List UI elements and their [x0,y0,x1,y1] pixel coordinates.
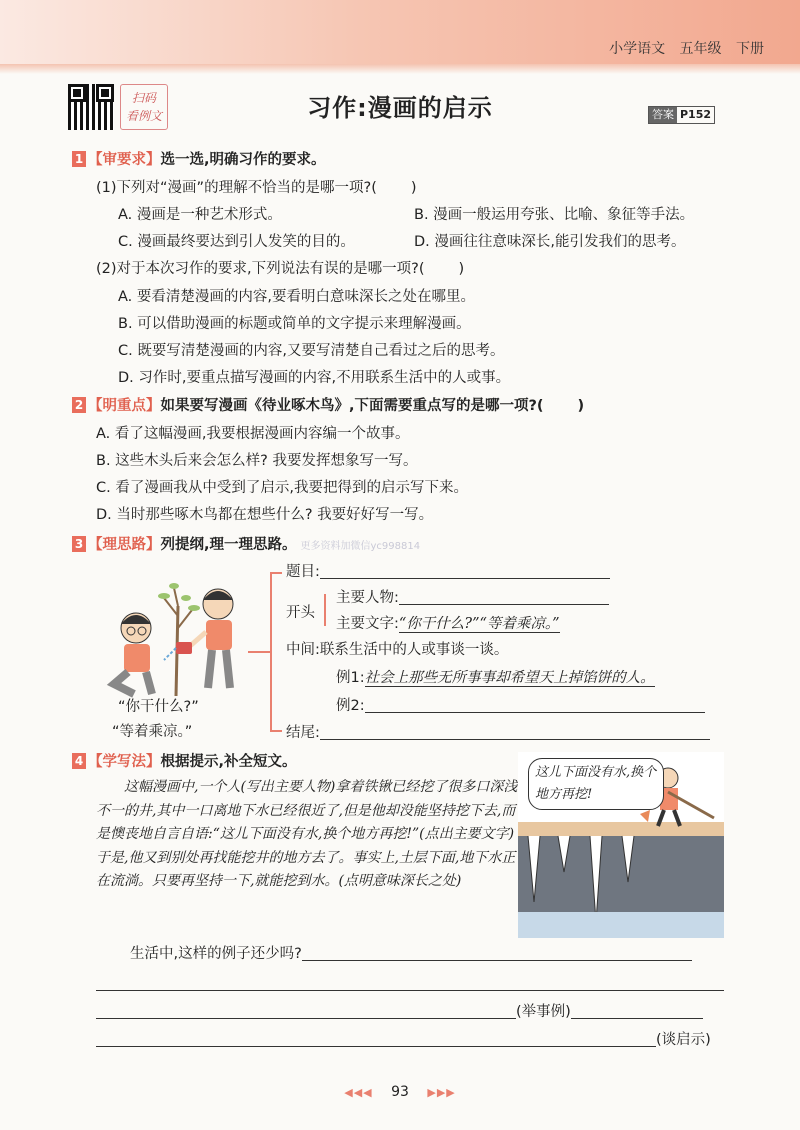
option-a: A. 要看清楚漫画的内容,要看明白意味深长之处在哪里。 [118,289,475,305]
main-character-blank[interactable] [399,588,609,605]
page-title: 习作:漫画的启示 [307,94,493,122]
option-a: A. 漫画是一种艺术形式。 [118,207,282,223]
option-b: B. 这些木头后来会怎么样? 我要发挥想象写一写。 [96,453,418,469]
subject-label: 小学语文 五年级 下册 [609,41,764,57]
caption-question: “你干什么?” [118,699,199,715]
q3-tag: 【理思路】 [88,537,161,553]
outline-example1: 例1:社会上那些无所事事却希望天上掉馅饼的人。 [336,670,655,686]
example-row [96,1002,703,1022]
life-question: 生活中,这样的例子还少吗? [130,944,692,964]
title-blank[interactable] [320,562,610,579]
option-b: B. 可以借助漫画的标题或简单的文字提示来理解漫画。 [118,316,471,332]
life-blank[interactable] [302,944,692,961]
scan-line2: 看例文 [125,109,162,123]
q3-number: 3 [72,536,86,552]
q4-tag: 【学写法】 [88,754,161,770]
outline-opening-label: 开头 [286,605,315,621]
outline-tick [270,572,282,574]
option-a: A. 看了这幅漫画,我要根据漫画内容编一个故事。 [96,426,410,442]
cartoon-boys-illustration [94,576,264,706]
option-c: C. 既要写清楚漫画的内容,又要写清楚自己看过之后的思考。 [118,343,505,359]
watermark-text: 更多资料加微信yc998814 [300,541,421,552]
outline-connector [248,651,270,653]
outline-example2: 例2: [336,696,705,716]
page-footer [0,1084,800,1100]
opening-brace [324,594,326,626]
q3-prompt: 列提纲,理一理思路。 [160,537,297,553]
option-c: C. 看了漫画我从中受到了启示,我要把得到的启示写下来。 [96,480,468,496]
scan-line1: 扫码 [131,91,156,105]
outline-main-text: 主要文字:“你干什么?”“等着乘凉。” [336,616,560,632]
next-arrows-icon: ▶▶▶ [427,1086,456,1099]
example-hint: (举事例) [516,1004,571,1020]
q1-sub1-stem: (1)下列对“漫画”的理解不恰当的是哪一项?( ) [96,180,417,196]
q1-sub2-stem: (2)对于本次习作的要求,下列说法有误的是哪一项?( ) [96,261,465,277]
well-digging-cartoon [518,752,724,938]
q2-number: 2 [72,397,86,413]
answer-label: 答案 [649,107,677,123]
q2-heading: 2 【明重点】如果要写漫画《待业啄木鸟》,下面需要重点写的是哪一项?( ) [72,396,584,416]
q2-tag: 【明重点】 [88,398,161,414]
q1-tag: 【审要求】 [88,152,161,168]
caption-answer: “等着乘凉。” [112,724,193,740]
outline-tick [270,730,282,732]
option-b: B. 漫画一般运用夸张、比喻、象征等手法。 [414,207,695,223]
outline-brace [270,572,272,732]
short-passage: 这幅漫画中,一个人(写出主要人物)拿着铁锹已经挖了很多口深浅不一的井,其中一口离地下水已经很近了,但是他却没能坚持挖下去,而是懊丧地自言自语:“这儿下面没有水,换个地方再挖!”(点出主要文字)于是,他又到别处再找能挖井的地方去了。事实上,土层下面,地下水正在流淌。只要再坚持一下,就能挖到水。(点明意味深长之处) [96,779,518,889]
option-d: D. 习作时,要重点描写漫画的内容,不用联系生活中的人或事。 [118,370,511,386]
outline-middle: 中间:联系生活中的人或事谈一谈。 [286,642,509,658]
q4-heading [72,752,297,772]
prev-arrows-icon: ◀◀◀ [344,1086,373,1099]
answer-page: P152 [680,108,712,121]
insight-hint: (谈启示) [656,1032,711,1048]
q4-number: 4 [72,753,86,769]
option-d: D. 漫画往往意味深长,能引发我们的思考。 [414,234,686,250]
example-blank[interactable] [96,1002,516,1019]
q1-number: 1 [72,151,86,167]
q4-prompt: 根据提示,补全短文。 [160,754,297,770]
q1-prompt: 选一选,明确习作的要求。 [160,152,326,168]
page-number: 93 [391,1084,409,1100]
insight-row [96,1030,711,1050]
option-c: C. 漫画最终要达到引人发笑的目的。 [118,234,355,250]
q3-heading [72,535,420,557]
example2-blank[interactable] [365,696,705,713]
insight-blank[interactable] [96,1030,656,1047]
option-d: D. 当时那些啄木鸟都在想些什么? 我要好好写一写。 [96,507,434,523]
q1-heading [72,150,326,170]
writing-line[interactable] [96,990,724,991]
answer-badge [648,106,715,124]
outline-title-row: 题目: [286,562,610,582]
outline-main-character: 主要人物: [336,588,609,608]
speech-bubble: 这儿下面没有水,换个地方再挖! [528,758,664,810]
q2-prompt: 如果要写漫画《待业啄木鸟》,下面需要重点写的是哪一项?( [160,398,544,414]
ending-blank[interactable] [320,723,710,740]
example-blank-2[interactable] [571,1002,703,1019]
outline-ending: 结尾: [286,723,710,743]
